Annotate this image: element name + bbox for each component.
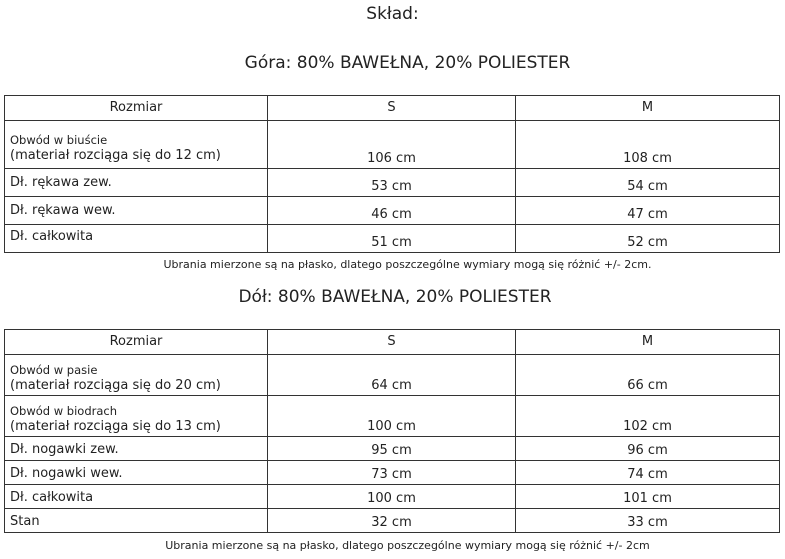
- header-size: Rozmiar: [5, 96, 268, 121]
- value-s: 51 cm: [268, 225, 516, 253]
- row-label: Dł. nogawki wew.: [5, 461, 268, 485]
- table-row: [5, 197, 780, 225]
- value-s: 100 cm: [268, 396, 516, 437]
- value-m: 54 cm: [516, 169, 780, 197]
- top-composition-heading: Góra: 80% BAWEŁNA, 20% POLIESTER: [244, 53, 571, 73]
- row-label: Dł. całkowita: [5, 225, 268, 253]
- value-m: 96 cm: [516, 437, 780, 461]
- row-label-sub: (materiał rozciąga się do 20 cm): [10, 378, 221, 393]
- header-m: M: [516, 96, 780, 121]
- value-m: 108 cm: [516, 121, 780, 169]
- table-row: [5, 169, 780, 197]
- header-m: M: [516, 330, 780, 355]
- header-s: S: [268, 330, 516, 355]
- table-row: [5, 509, 780, 533]
- value-m: 102 cm: [516, 396, 780, 437]
- value-m: 66 cm: [516, 355, 780, 396]
- table-row: [5, 485, 780, 509]
- value-s: 53 cm: [268, 169, 516, 197]
- row-label: Dł. nogawki zew.: [5, 437, 268, 461]
- value-s: 46 cm: [268, 197, 516, 225]
- row-label: [5, 355, 268, 396]
- table-header-row: [5, 96, 780, 121]
- table-row: [5, 225, 780, 253]
- value-s: 32 cm: [268, 509, 516, 533]
- value-s: 106 cm: [268, 121, 516, 169]
- top-measurement-note: Ubrania mierzone są na płasko, dlatego poszczególne wymiary mogą się różnić +/- 2cm.: [163, 258, 652, 271]
- table-row: [5, 355, 780, 396]
- row-label-sub: (materiał rozciąga się do 12 cm): [10, 148, 221, 163]
- value-m: 101 cm: [516, 485, 780, 509]
- value-m: 52 cm: [516, 225, 780, 253]
- value-s: 100 cm: [268, 485, 516, 509]
- row-label: [5, 396, 268, 437]
- row-label: Dł. rękawa wew.: [5, 197, 268, 225]
- row-label-main: Obwód w biuście: [10, 133, 108, 147]
- value-m: 33 cm: [516, 509, 780, 533]
- row-label: Dł. całkowita: [5, 485, 268, 509]
- table-row: [5, 121, 780, 169]
- value-s: 95 cm: [268, 437, 516, 461]
- bottom-size-table: [4, 329, 780, 533]
- value-m: 74 cm: [516, 461, 780, 485]
- row-label-main: Obwód w pasie: [10, 363, 98, 377]
- top-size-table: [4, 95, 780, 253]
- value-s: 64 cm: [268, 355, 516, 396]
- header-size: Rozmiar: [5, 330, 268, 355]
- row-label-sub: (materiał rozciąga się do 13 cm): [10, 419, 221, 434]
- row-label: [5, 121, 268, 169]
- page-title: Skład:: [366, 4, 419, 24]
- header-s: S: [268, 96, 516, 121]
- value-m: 47 cm: [516, 197, 780, 225]
- bottom-measurement-note: Ubrania mierzone są na płasko, dlatego poszczególne wymiary mogą się różnić +/- 2cm: [165, 539, 650, 552]
- table-row: [5, 396, 780, 437]
- row-label-main: Obwód w biodrach: [10, 404, 118, 418]
- row-label: Stan: [5, 509, 268, 533]
- row-label: Dł. rękawa zew.: [5, 169, 268, 197]
- bottom-composition-heading: Dół: 80% BAWEŁNA, 20% POLIESTER: [238, 287, 552, 307]
- table-row: [5, 461, 780, 485]
- table-header-row: [5, 330, 780, 355]
- value-s: 73 cm: [268, 461, 516, 485]
- table-row: [5, 437, 780, 461]
